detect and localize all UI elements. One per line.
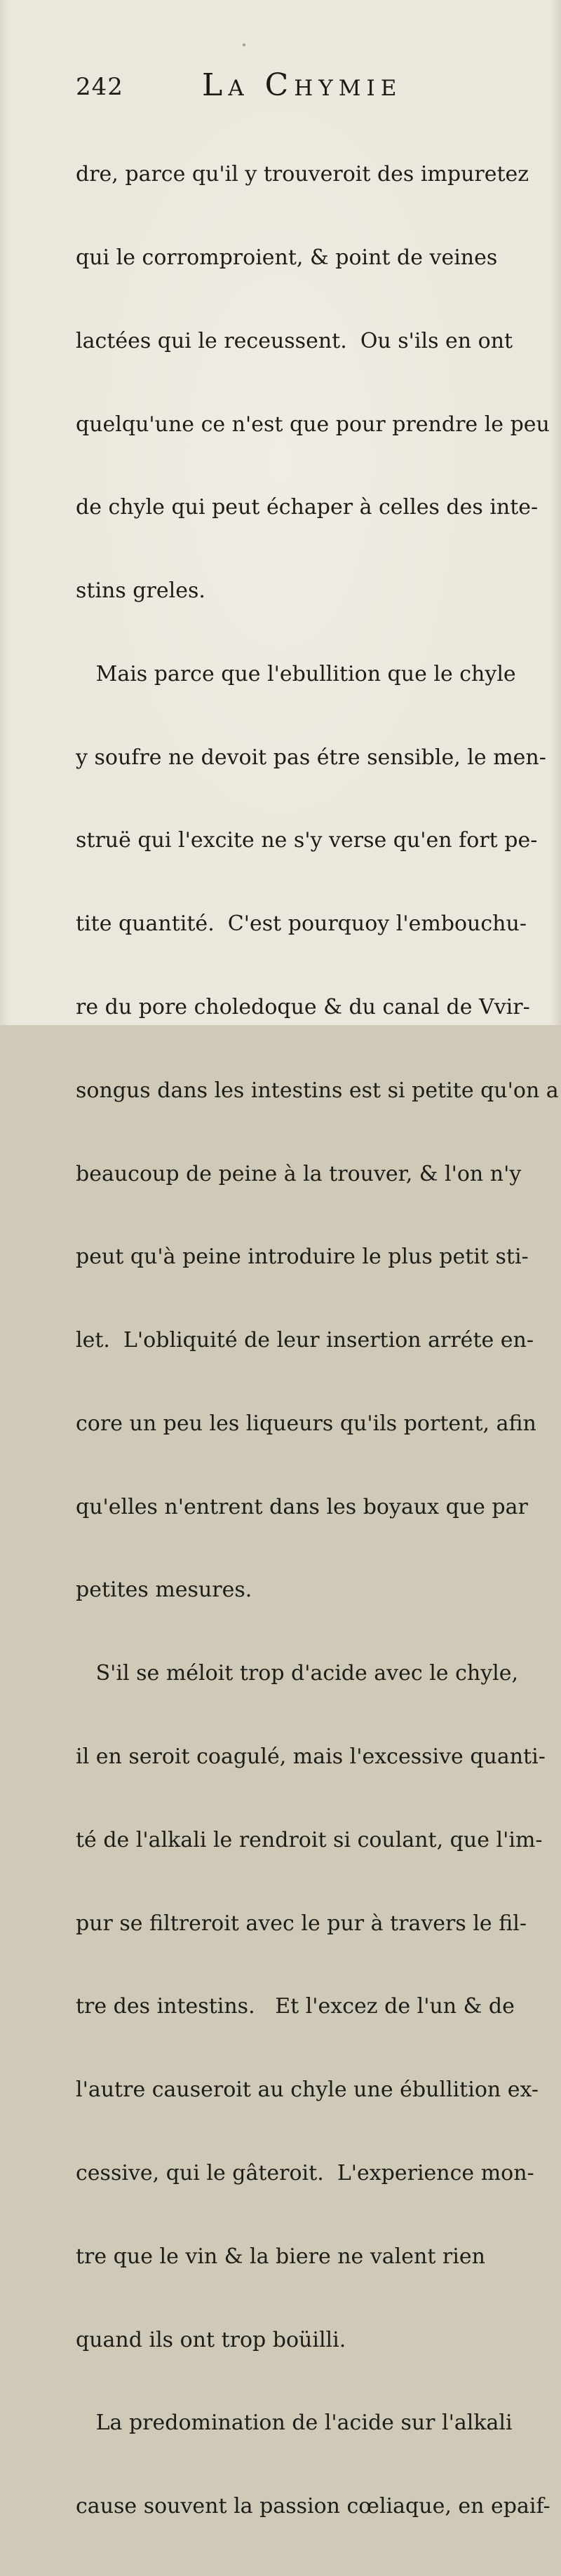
text-line: re du pore choledoque & du canal de Vvir- <box>76 995 530 1019</box>
text-line: pur se filtreroit avec le pur à travers le fil- <box>76 1911 527 1936</box>
page-header <box>76 67 496 107</box>
text-line: lactées qui le receussent. Ou s'ils en ont <box>76 328 513 353</box>
text-line: quelqu'une ce n'est que pour prendre le peu <box>76 412 550 437</box>
text-line: l'autre causeroit au chyle une ébullition ex- <box>76 2077 539 2103</box>
text-line: tre que le vin & la biere ne valent rien <box>76 2244 485 2269</box>
text-line: cessive, qui le gâteroit. L'experience mon- <box>76 2160 534 2185</box>
page-number: 242 <box>76 73 123 101</box>
text-line: qui le corromproient, & point de veines <box>76 245 498 270</box>
body-text <box>76 105 559 2576</box>
text-line: quand ils ont trop boüilli. <box>76 2327 346 2352</box>
text-line: cause souvent la passion cœliaque, en epaif- <box>76 2494 550 2519</box>
running-head: La Chymie <box>202 67 403 103</box>
text-line: Mais parce que l'ebullition que le chyle <box>76 661 516 686</box>
text-line: tite quantité. C'est pourquoy l'embouchu- <box>76 911 527 937</box>
text-line: songus dans les intestins est si petite qu'on a <box>76 1078 559 1103</box>
text-line: struë qui l'excite ne s'y verse qu'en fort pe- <box>76 828 538 853</box>
text-line: S'il se méloit trop d'acide avec le chyle, <box>76 1661 519 1686</box>
text-line: té de l'alkali le rendroit si coulant, que l'im- <box>76 1827 543 1852</box>
text-line: de chyle qui peut échaper à celles des inte- <box>76 495 539 520</box>
text-line: y soufre ne devoit pas étre sensible, le men- <box>76 745 546 770</box>
text-line: La predomination de l'acide sur l'alkali <box>76 2411 513 2436</box>
text-line: petites mesures. <box>76 1578 252 1603</box>
text-line: peut qu'à peine introduire le plus petit sti- <box>76 1245 529 1270</box>
ink-speck <box>243 43 245 46</box>
text-line: qu'elles n'entrent dans les boyaux que par <box>76 1494 528 1519</box>
text-line: tre des intestins. Et l'excez de l'un & de <box>76 1994 515 2019</box>
text-line: dre, parce qu'il y trouveroit des impuretez <box>76 162 529 187</box>
text-line: beaucoup de peine à la trouver, & l'on n'y <box>76 1161 522 1186</box>
text-line: core un peu les liqueurs qu'ils portent, afin <box>76 1411 536 1436</box>
text-line: let. L'obliquité de leur insertion arréte en- <box>76 1328 534 1353</box>
text-line: stins greles. <box>76 578 205 604</box>
text-line: il en seroit coagulé, mais l'excessive quanti- <box>76 1744 546 1770</box>
